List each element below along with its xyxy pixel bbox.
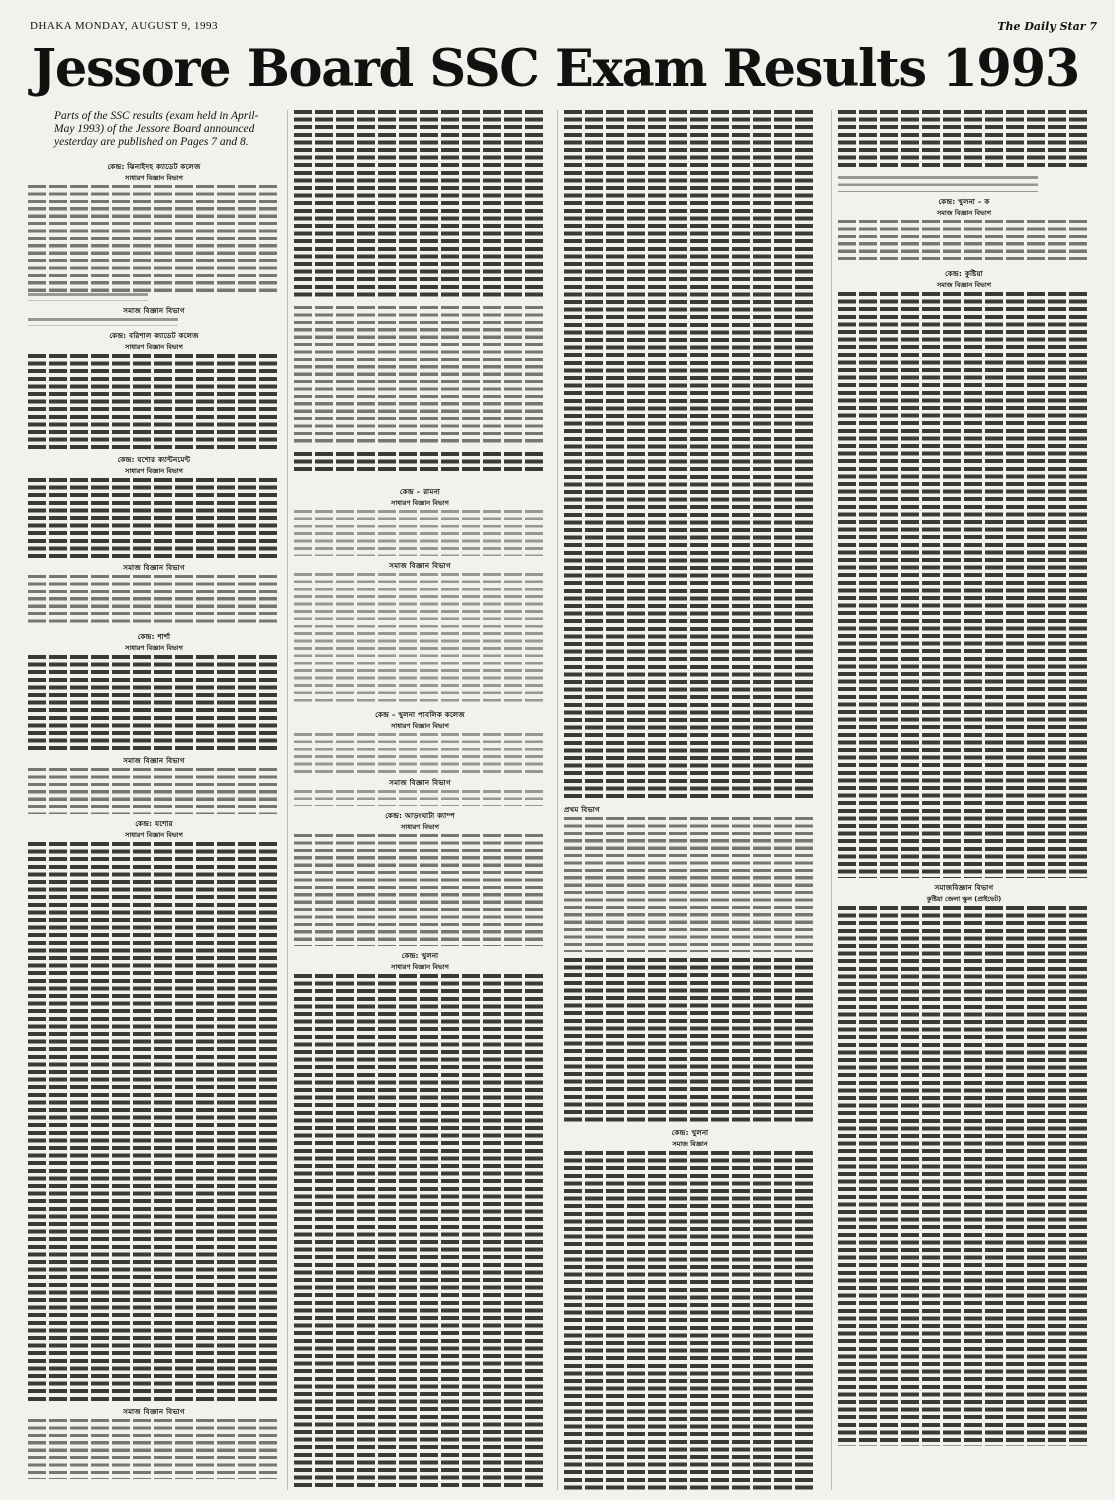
center-heading: কেন্দ্র: যশোর xyxy=(135,820,173,828)
results-column-3 xyxy=(564,110,816,1490)
roll-number-block xyxy=(28,478,280,558)
center-heading: কেন্দ্র: বরিশাল ক্যাডেট কলেজ xyxy=(109,332,199,340)
roll-number-block xyxy=(294,452,546,474)
division-heading: সাধারণ বিজ্ঞান বিভাগ xyxy=(125,831,183,839)
division-heading: সমাজ বিজ্ঞান xyxy=(672,1140,708,1148)
roll-number-block xyxy=(28,768,280,814)
results-columns xyxy=(28,110,1098,1490)
roll-number-block xyxy=(838,906,1090,1446)
division-heading: সমাজ বিজ্ঞান বিভাগ xyxy=(123,757,185,765)
division-heading: সমাজ বিজ্ঞান বিভাগ xyxy=(123,307,185,315)
roll-number-block xyxy=(28,354,280,450)
page-headline: Jessore Board SSC Exam Results 1993 xyxy=(32,39,1079,99)
roll-number-block xyxy=(294,790,546,806)
roll-number-block xyxy=(838,292,1090,878)
division-heading: সমাজ বিজ্ঞান বিভাগ xyxy=(123,564,185,572)
roll-number-block xyxy=(294,733,546,773)
division-heading: সমাজ বিজ্ঞান বিভাগ xyxy=(936,209,992,217)
roll-number-block xyxy=(28,575,280,627)
roll-number-block xyxy=(294,573,546,705)
roll-number-block xyxy=(838,176,1038,192)
roll-number-block xyxy=(28,185,280,293)
center-heading: কেন্দ্র – রামনা xyxy=(399,488,441,496)
roll-number-block xyxy=(564,110,816,800)
column-divider xyxy=(287,110,288,1490)
roll-number-block xyxy=(294,306,546,446)
division-heading: সমাজ বিজ্ঞান বিভাগ xyxy=(389,779,451,787)
roll-number-block xyxy=(564,817,816,952)
roll-number-block xyxy=(294,510,546,556)
column-divider xyxy=(557,110,558,1490)
division-heading: সাধারণ বিজ্ঞান বিভাগ xyxy=(391,963,449,971)
dateline: DHAKA MONDAY, AUGUST 9, 1993 xyxy=(30,20,218,32)
paper-name: The Daily Star 7 xyxy=(997,20,1097,33)
division-heading: সাধারণ বিজ্ঞান বিভাগ xyxy=(125,343,183,351)
roll-number-block xyxy=(28,1419,280,1479)
division-heading: সাধারণ বিজ্ঞান বিভাগ xyxy=(391,722,449,730)
division-heading: সমাজ বিজ্ঞান বিভাগ xyxy=(123,1408,185,1416)
center-heading: কেন্দ্র: খুলনা xyxy=(401,952,439,960)
roll-number-block xyxy=(28,318,178,326)
division-heading: সমাজবিজ্ঞান বিভাগ xyxy=(934,884,994,892)
column-divider xyxy=(831,110,832,1490)
roll-number-block xyxy=(294,974,546,1490)
division-heading: সাধারণ বিজ্ঞান বিভাগ xyxy=(391,499,449,507)
division-heading: সাধারণ বিভাগ xyxy=(401,823,439,831)
center-heading: কেন্দ্র – খুলনা পাবলিক কলেজ xyxy=(375,711,465,719)
results-column-1 xyxy=(28,110,280,1490)
roll-number-block xyxy=(838,110,1090,170)
roll-number-block xyxy=(28,842,280,1402)
roll-number-block xyxy=(28,655,280,751)
roll-number-block xyxy=(294,834,546,946)
roll-number-block xyxy=(564,958,816,1123)
division-heading: প্রথম বিভাগ xyxy=(564,806,600,814)
results-column-4 xyxy=(838,110,1090,1490)
division-heading: সমাজ বিজ্ঞান বিভাগ xyxy=(389,562,451,570)
center-heading: কেন্দ্র: ঝিনাইদহ ক্যাডেট কলেজ xyxy=(107,163,201,171)
center-heading: কেন্দ্র: কুষ্টিয়া xyxy=(945,270,983,278)
division-heading: সমাজ বিজ্ঞান বিভাগ xyxy=(936,281,992,289)
roll-number-block xyxy=(838,220,1090,264)
roll-number-block xyxy=(28,293,148,301)
center-heading: কেন্দ্র: যশোর ক্যান্টনমেন্ট xyxy=(117,456,191,464)
roll-number-block xyxy=(564,1151,816,1490)
division-heading: সাধারণ বিজ্ঞান বিভাগ xyxy=(125,174,183,182)
center-heading: কুষ্টিয়া জেলা স্কুল (প্রাইভেট) xyxy=(926,895,1002,903)
center-heading: কেন্দ্র: আড়ংঘাটা ক্যাম্প xyxy=(385,812,455,820)
roll-number-block xyxy=(294,110,546,300)
division-heading: সাধারণ বিজ্ঞান বিভাগ xyxy=(125,644,183,652)
center-heading: কেন্দ্র: শার্শা xyxy=(137,633,171,641)
intro-paragraph: Parts of the SSC results (exam held in April-May 1993) of the Jessore Board announced yesterday are published on Pages 7 and 8. xyxy=(54,110,259,148)
center-heading: কেন্দ্র: খুলনা xyxy=(671,1129,709,1137)
center-heading: কেন্দ্র: খুলনা – ক xyxy=(938,198,990,206)
results-column-2 xyxy=(294,110,546,1490)
division-heading: সাধারণ বিজ্ঞান বিভাগ xyxy=(125,467,183,475)
